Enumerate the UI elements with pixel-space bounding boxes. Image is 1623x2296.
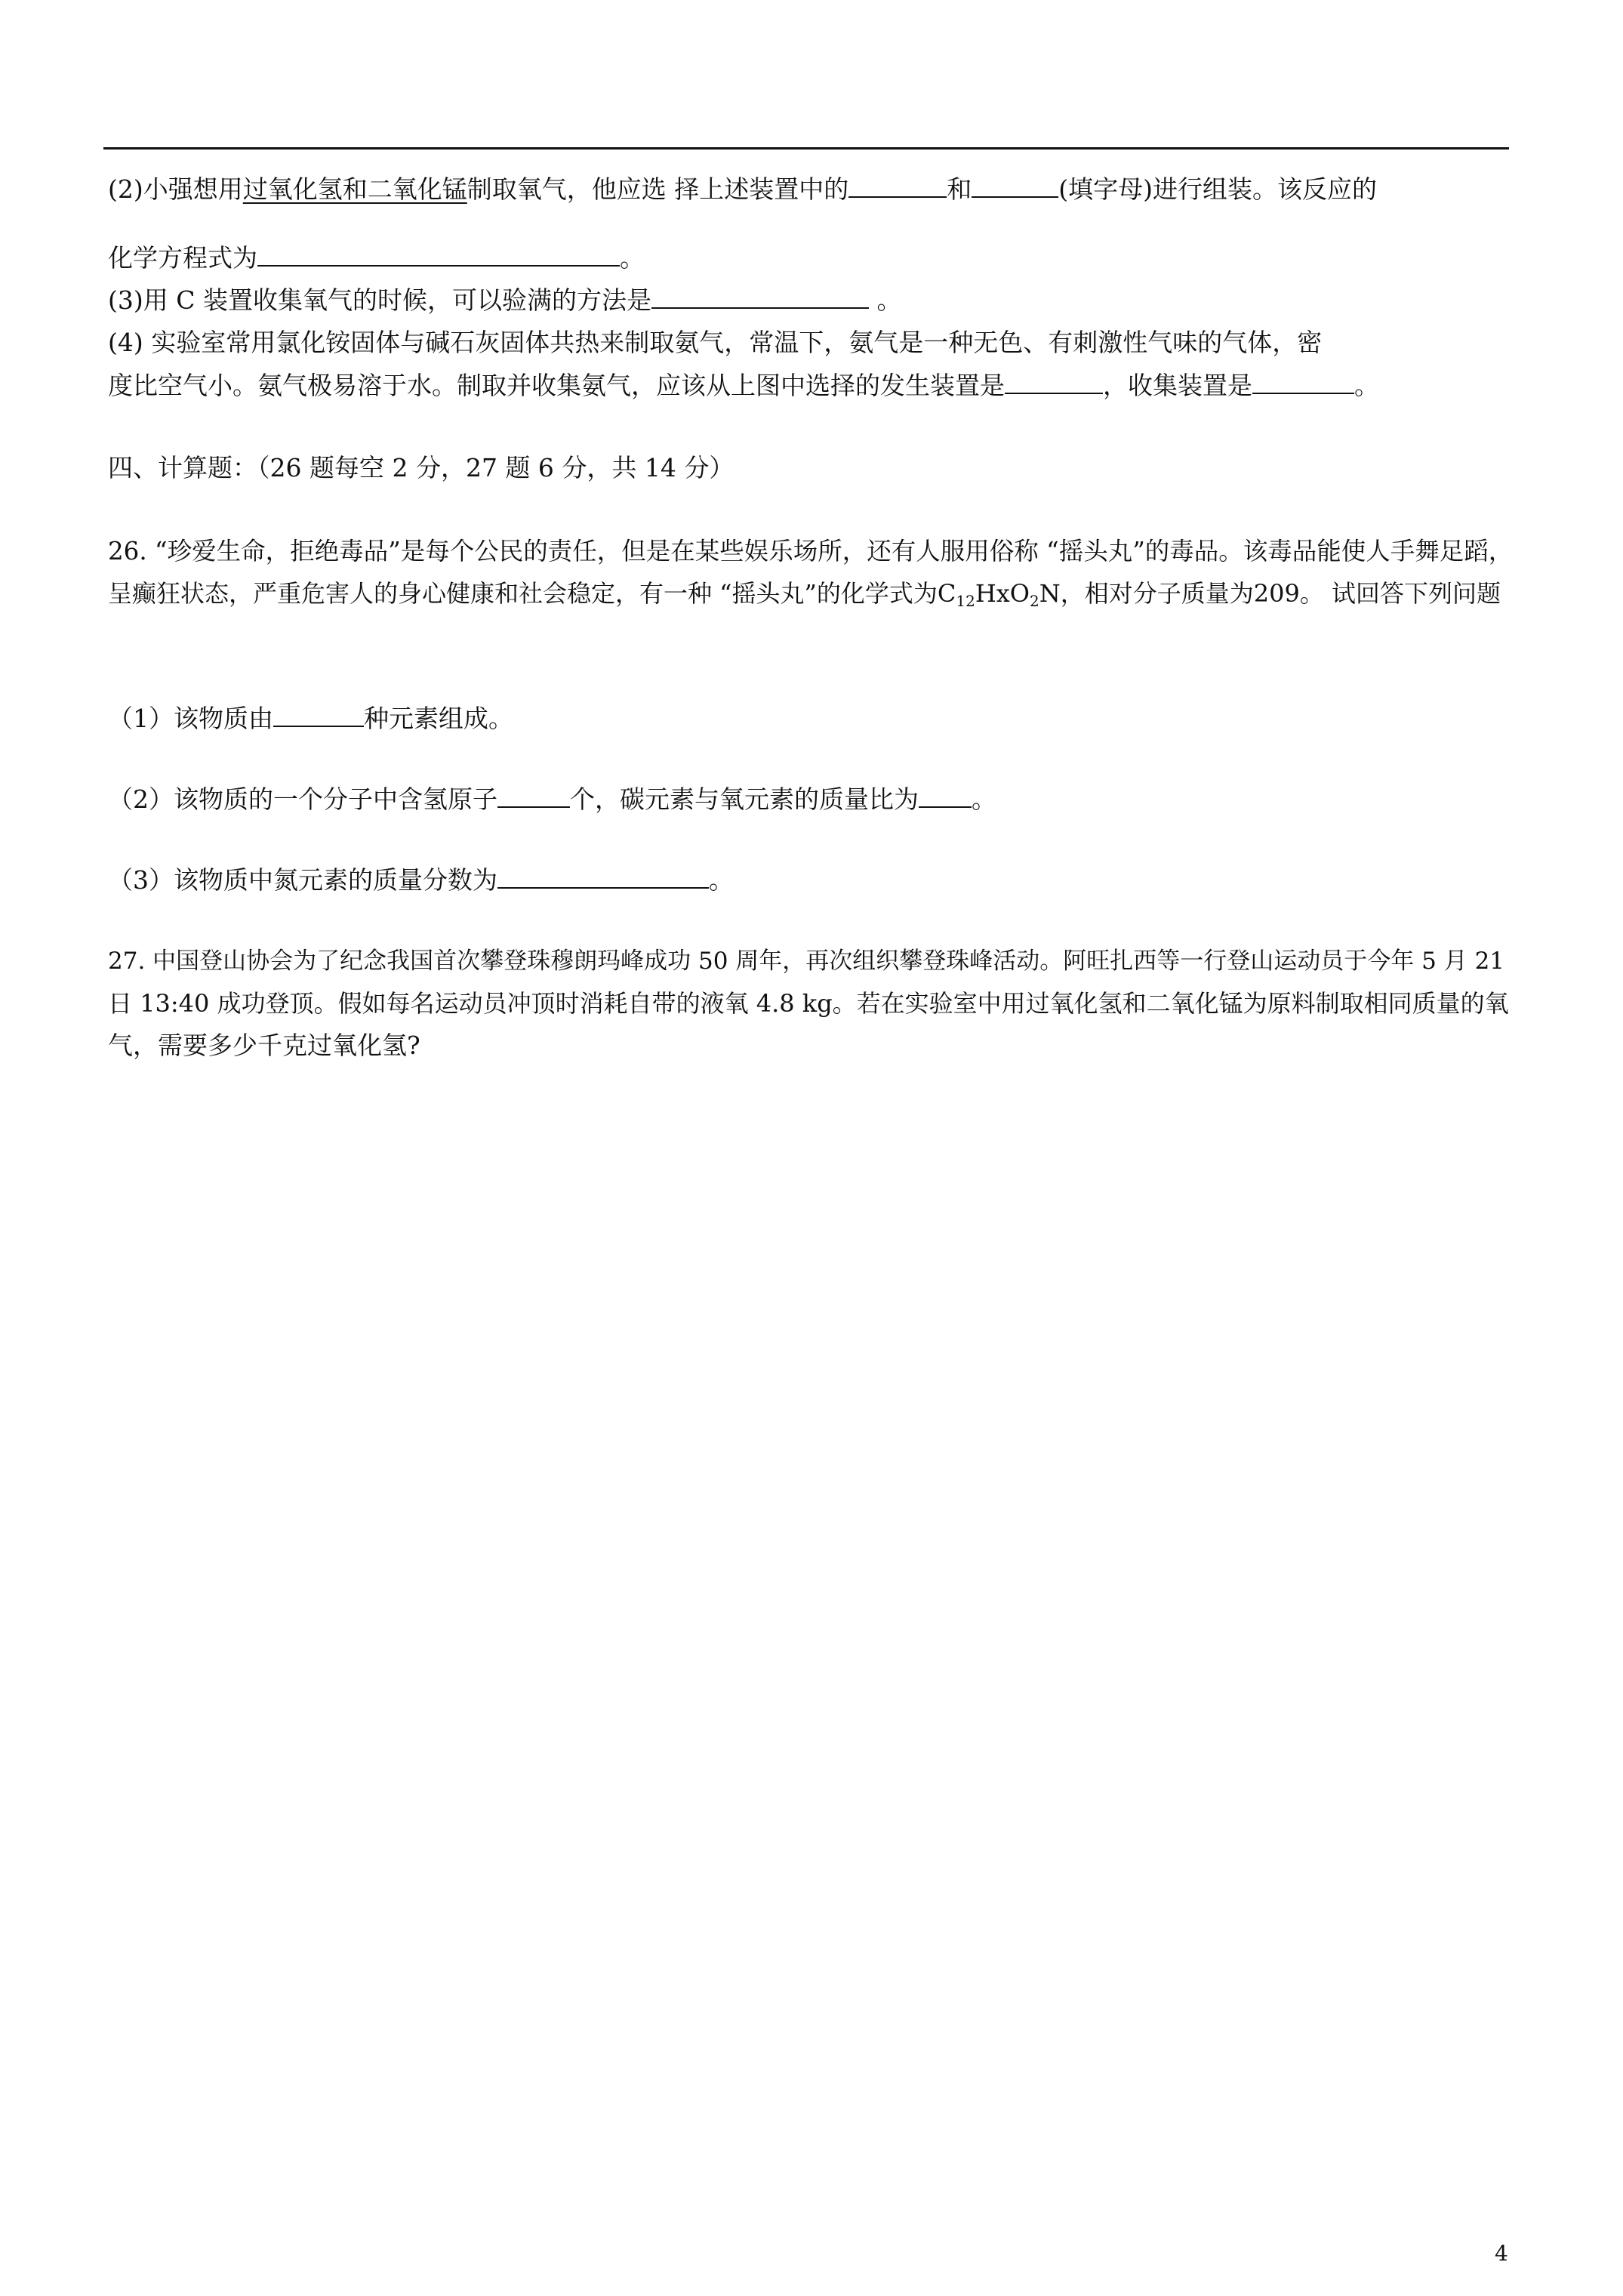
q4-text-a: 度比空气小。氨气极易溶于水。制取并收集氨气，应该从上图中选择的发生装置是 xyxy=(108,371,1005,400)
q26-p1-text-b: 种元素组成。 xyxy=(364,704,513,733)
q2-underlined-reagents: 过氧化氢和二氧化锰 xyxy=(242,174,467,204)
question-27-line-3 xyxy=(108,1029,420,1062)
q27-text-line1: 27. 中国登山协会为了纪念我国首次攀登珠穆朗玛峰成功 50 周年，再次组织攀登珠峰活动。阿旺扎西等一行登山运动员于今年 5 月 21 xyxy=(108,948,1505,975)
q26-text-line2b: ，相对分子质量为209。 试回答下列问题 xyxy=(1060,579,1501,608)
q26-p3-text-b: 。 xyxy=(709,865,734,895)
question-26-line-2 xyxy=(108,577,1501,610)
q26-p1-text-a: （1）该物质由 xyxy=(108,704,273,733)
question-26-line-1 xyxy=(108,535,1513,568)
question-3 xyxy=(108,283,901,317)
chemical-formula: $C_{12}HxO_2N$ xyxy=(937,579,1061,610)
q4-text-b: ，收集装置是 xyxy=(1103,371,1252,400)
q27-text-line2: 日 13:40 成功登顶。假如每名运动员冲顶时消耗自带的液氧 4.8 kg。若在实验室中用过氧化氢和二氧化锰为原料制取相同质量的氧 xyxy=(108,989,1509,1018)
question-26-part-1 xyxy=(108,701,513,735)
q26-p3-text-a: （3）该物质中氮元素的质量分数为 xyxy=(108,865,497,895)
q27-text-line3: 气，需要多少千克过氧化氢? xyxy=(108,1031,420,1060)
q2-text-a: (2)小强想用 xyxy=(108,174,243,204)
question-2-line-2 xyxy=(108,241,645,275)
q2-text-b: 制取氧气，他应选 择上述装置中的 xyxy=(467,174,849,204)
question-27-line-1 xyxy=(108,945,1504,978)
answer-blank-4a[interactable] xyxy=(1005,368,1103,394)
section-4-heading xyxy=(108,451,734,485)
question-27-line-2 xyxy=(108,987,1509,1020)
answer-blank-26-3[interactable] xyxy=(497,863,709,889)
answer-blank-3[interactable] xyxy=(651,283,869,309)
q2-text-d: (填字母)进行组装。该反应的 xyxy=(1058,174,1377,204)
answer-blank-equation[interactable] xyxy=(257,241,620,267)
section-4-text: 四、计算题：（26 题每空 2 分，27 题 6 分，共 14 分） xyxy=(108,453,735,482)
answer-blank-2b[interactable] xyxy=(972,172,1058,198)
answer-blank-2a[interactable] xyxy=(848,172,947,198)
q3-text-b: 。 xyxy=(868,285,902,315)
answer-blank-26-2a[interactable] xyxy=(497,782,570,808)
q26-p2-text-c: 。 xyxy=(972,784,996,814)
answer-blank-26-2b[interactable] xyxy=(919,782,972,808)
q4-text-c: 。 xyxy=(1354,371,1379,400)
question-4-line-2 xyxy=(108,368,1379,402)
q2-text-f: 。 xyxy=(620,243,645,273)
q26-text-line2a: 呈癫狂状态，严重危害人的身心健康和社会稳定，有一种 “摇头丸”的化学式为 xyxy=(108,579,938,608)
answer-blank-26-1[interactable] xyxy=(273,701,364,727)
page-number: 4 xyxy=(1495,2241,1508,2266)
q26-p2-text-b: 个，碳元素与氧元素的质量比为 xyxy=(570,784,919,814)
header-rule xyxy=(103,147,1509,149)
q2-text-c: 和 xyxy=(947,174,972,204)
answer-blank-4b[interactable] xyxy=(1252,368,1354,394)
question-26-part-3 xyxy=(108,863,734,897)
q4-text-line1: (4) 实验室常用氯化铵固体与碱石灰固体共热来制取氨气，常温下，氨气是一种无色、有刺激性气味的气体，密 xyxy=(108,328,1323,357)
q2-text-e: 化学方程式为 xyxy=(108,243,257,273)
q26-text-line1: 26. “珍爱生命，拒绝毒品”是每个公民的责任，但是在某些娱乐场所，还有人服用俗称 “摇头丸”的毒品。该毒品能使人手舞足蹈， xyxy=(108,537,1514,566)
question-26-part-2 xyxy=(108,782,996,816)
q26-p2-text-a: （2）该物质的一个分子中含氢原子 xyxy=(108,784,497,814)
question-2-line-1 xyxy=(108,172,1377,206)
q3-text-a: (3)用 C 装置收集氧气的时候，可以验满的方法是 xyxy=(108,285,651,315)
question-4-line-1 xyxy=(108,326,1322,359)
